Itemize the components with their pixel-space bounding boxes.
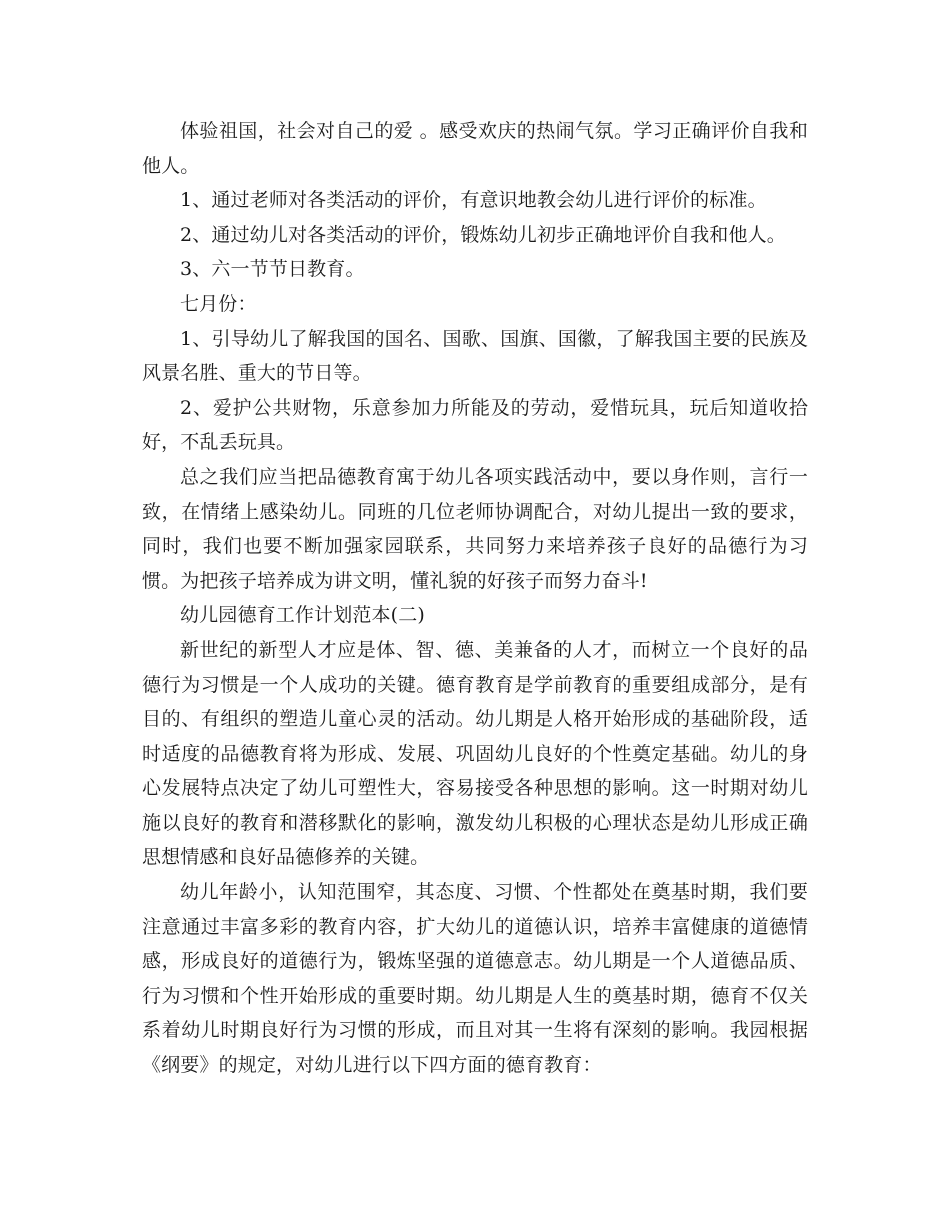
paragraph-new-talent: 新世纪的新型人才应是体、智、德、美兼备的人才，而树立一个良好的品德行为习惯是一个人成功的关键。德育教育是学前教育的重要组成部分，是有目的、有组织的塑造儿童心灵的活动。幼儿期是人格开始形成的基础阶段，适时适度的品德教育将为形成、发展、巩固幼儿良好的个性奠定基础。幼儿的身心发展特点决定了幼儿可塑性大，容易接受各种思想的影响。这一时期对幼儿施以良好的教育和潜移默化的影响，激发幼儿积极的心理状态是幼儿形成正确思想情感和良好品德修养的关键。 (142, 638, 808, 869)
paragraph-summary: 总之我们应当把品德教育寓于幼儿各项实践活动中，要以身作则，言行一致，在情绪上感染幼儿。同班的几位老师协调配合，对幼儿提出一致的要求，同时，我们也要不断加强家园联系，共同努力来培养孩子良好的品德行为习惯。为把孩子培养成为讲文明，懂礼貌的好孩子而努力奋斗! (142, 465, 808, 592)
section-title-plan-two: 幼儿园德育工作计划范本(二) (180, 604, 425, 627)
paragraph-young-children: 幼儿年龄小，认知范围窄，其态度、习惯、个性都处在奠基时期，我们要注意通过丰富多彩的教育内容，扩大幼儿的道德认识，培养丰富健康的道德情感，形成良好的道德行为，锻炼坚强的道德意志。幼儿期是一个人道德品质、行为习惯和个性开始形成的重要时期。幼儿期是人生的奠基时期，德育不仅关系着幼儿时期良好行为习惯的形成，而且对其一生将有深刻的影响。我园根据《纲要》的规定，对幼儿进行以下四方面的德育教育： (142, 881, 808, 1077)
section-heading-july: 七月份： (180, 292, 257, 315)
list-item-national-symbols: 1、引导幼儿了解我国的国名、国歌、国旗、国徽，了解我国主要的民族及风景名胜、重大的节日等。 (142, 327, 808, 385)
list-item-evaluation-standard: 1、通过老师对各类活动的评价，有意识地教会幼儿进行评价的标准。 (180, 189, 767, 212)
document-page (142, 114, 808, 1083)
list-item-childrens-day: 3、六一节节日教育。 (180, 258, 365, 281)
list-item-public-property: 2、爱护公共财物，乐意参加力所能及的劳动，爱惜玩具，玩后知道收拾好，不乱丢玩具。 (142, 396, 808, 454)
paragraph-intro: 体验祖国，社会对自己的爱 。感受欢庆的热闹气氛。学习正确评价自我和他人。 (142, 120, 808, 177)
list-item-self-evaluation: 2、通过幼儿对各类活动的评价，锻炼幼儿初步正确地评价自我和他人。 (180, 223, 786, 246)
